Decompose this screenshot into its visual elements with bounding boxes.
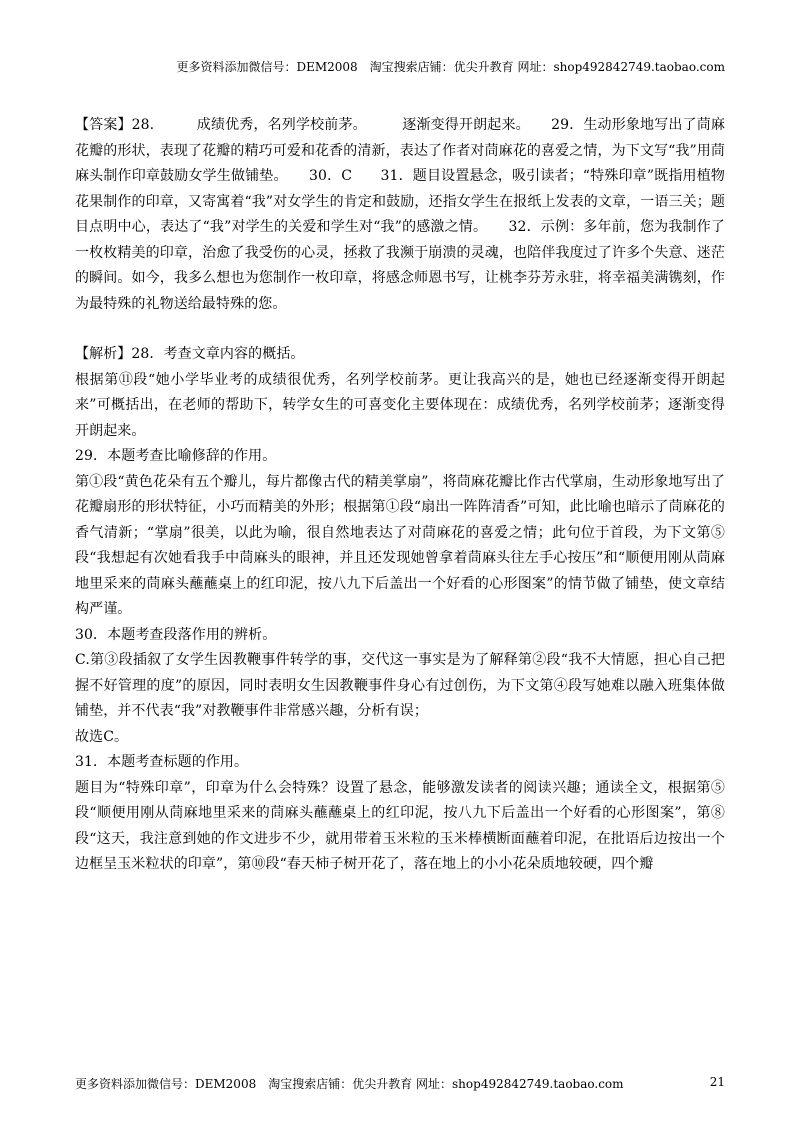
page-header: 更多资料添加微信号：DEM2008 淘宝搜索店铺：优尖升教育 网址：shop492842749.taobao.com [176, 60, 725, 74]
analysis-28-body: 根据第⑪段“她小学毕业考的成绩很优秀，名列学校前茅。更让我高兴的是，她也已经逐渐变得开朗起来”可概括出，在老师的帮助下，转学女生的可喜变化主要体现在：成绩优秀，名列学校前茅；逐渐变得开朗起来。 [75, 371, 725, 439]
analysis-heading-29: 29．本题考查比喻修辞的作用。 [75, 448, 277, 464]
document-body [75, 113, 725, 878]
analysis-31-body: 题目为“特殊印章”，印章为什么会特殊？设置了悬念，能够激发读者的阅读兴趣；通读全文，根据第⑤段“顺便用刚从茼麻地里采来的茼麻头蘸蘸桌上的红印泥，按八九下后盖出一个好看的心形图案”，第⑧段“这天，我注意到她的作文进步不少，就用带着玉米粒的玉米棒横断面蘸着印泥，在批语后边按出一个边框呈玉米粒状的印章”，第⑩段“春天柿子树开花了，落在地上的小小花朵质地较硬，四个瓣 [75, 779, 725, 872]
analysis-29-body: 第①段“黄色花朵有五个瓣儿，每片都像古代的精美掌扇”，将茼麻花瓣比作古代掌扇，生动形象地写出了花瓣扇形的形状特征，小巧而精美的外形；根据第①段“扇出一阵阵清香”可知，此比喻也暗示了茼麻花的香气清新；“掌扇”很美，以此为喻，很自然地表达了对茼麻花的喜爱之情；此句位于首段，为下文第⑤段“我想起有次她看我手中茼麻头的眼神，并且还发现她曾拿着茼麻头往左手心按压”和“顺便用刚从茼麻地里采来的茼麻头蘸蘸桌上的红印泥，按八九下后盖出一个好看的心形图案”的情节做了铺垫，使文章结构严谨。 [75, 473, 725, 617]
analysis-30-choice: 故选C。 [75, 728, 129, 745]
answer-paragraph: 【答案】28. 成绩优秀，名列学校前茅。 逐渐变得开朗起来。 29．生动形象地写出了茼麻花瓣的形状，表现了花瓣的精巧可爱和花香的清新，表达了作者对茼麻花的喜爱之情，为下文写“我”用茼麻头制作印章鼓励女学生做铺垫。 30．C 31．题目设置悬念，吸引读者；“特殊印章”既指用植物花果制作的印章，又寄寓着“我”对女学生的肯定和鼓励，还指女学生在报纸上发表的文章，一语三关；题目点明中心，表达了“我”对学生的关爱和学生对“我”的感激之情。 32．示例：多年前，您为我制作了一枚枚精美的印章，治愈了我受伤的心灵，拯救了我濒于崩溃的灵魂，也陪伴我度过了许多个失意、迷茫的瞬间。如今，我多么想也为您制作一枚印章，将感念师恩书写，让桃李芬芳永驻，将幸福美满镌刻，作为最特殊的礼物送给最特殊的您。 [75, 117, 725, 312]
analysis-heading-31: 31．本题考查标题的作用。 [75, 754, 249, 770]
footer-text: 更多资料添加微信号：DEM2008 淘宝搜索店铺：优尖升教育 网址：shop492842749.taobao.com [75, 1077, 624, 1091]
page-number: 21 [709, 1075, 725, 1089]
analysis-heading-30: 30．本题考查段落作用的辨析。 [75, 626, 277, 643]
analysis-heading-28: 【解析】28．考查文章内容的概括。 [75, 346, 305, 362]
page-footer [75, 1075, 725, 1092]
section-spacer [75, 317, 725, 342]
analysis-30-body: C.第③段插叙了女学生因教鞭事件转学的事，交代这一事实是为了解释第②段“我不大情愿，担心自己把握不好管理的度”的原因，同时表明女生因教鞭事件身心有过创伤，为下文第④段写她难以融入班集体做铺垫，并不代表“我”对教鞭事件非常感兴趣，分析有误； [75, 652, 725, 719]
